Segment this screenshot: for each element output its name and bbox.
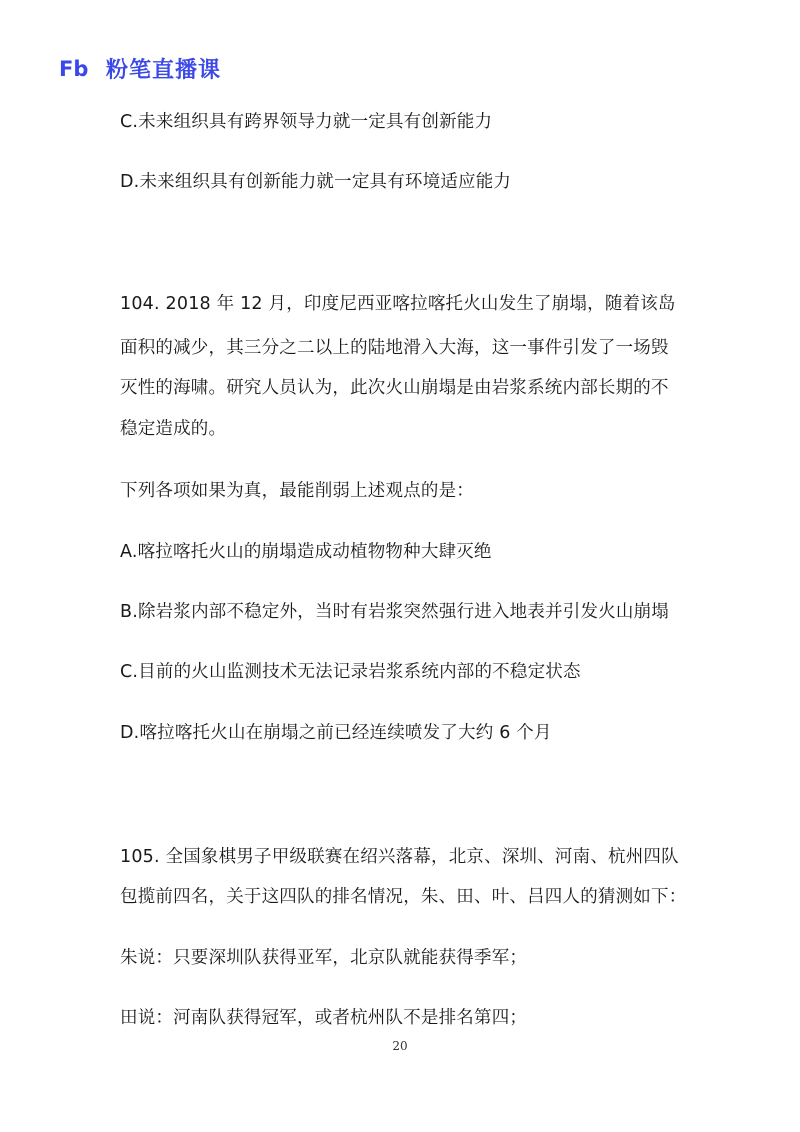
- svg-text:Fb: Fb: [59, 57, 89, 80]
- fb-logo-icon: [58, 56, 98, 80]
- brand-logo: [58, 54, 221, 82]
- page-number: 20: [392, 1039, 408, 1053]
- q104-stem-line-1: 104. 2018 年 12 月，印度尼西亚喀拉喀托火山发生了崩塌，随着该岛: [120, 294, 676, 314]
- q105-stem-line-2: 包揽前四名，关于这四队的排名情况，朱、田、叶、吕四人的猜测如下：: [120, 887, 687, 907]
- q104-option-c: C.目前的火山监测技术无法记录岩浆系统内部的不稳定状态: [120, 662, 581, 682]
- option-d-prev: D.未来组织具有创新能力就一定具有环境适应能力: [120, 172, 512, 192]
- option-c-prev: C.未来组织具有跨界领导力就一定具有创新能力: [120, 112, 493, 132]
- q104-stem-line-4: 稳定造成的。: [120, 419, 227, 439]
- q104-option-b: B.除岩浆内部不稳定外，当时有岩浆突然强行进入地表并引发火山崩塌: [120, 602, 669, 622]
- brand-name: 粉笔直播课: [106, 57, 222, 83]
- q104-option-d: D.喀拉喀托火山在崩塌之前已经连续喷发了大约 6 个月: [120, 723, 552, 743]
- q104-option-a: A.喀拉喀托火山的崩塌造成动植物物种大肆灭绝: [120, 542, 492, 562]
- q104-stem-line-2: 面积的减少，其三分之二以上的陆地滑入大海，这一事件引发了一场毁: [120, 338, 669, 358]
- q105-guess-tian: 田说：河南队获得冠军，或者杭州队不是排名第四；: [120, 1008, 528, 1028]
- q105-guess-zhu: 朱说：只要深圳队获得亚军，北京队就能获得季军；: [120, 948, 528, 968]
- q104-prompt: 下列各项如果为真，最能削弱上述观点的是：: [120, 481, 474, 501]
- q104-stem-line-3: 灭性的海啸。研究人员认为，此次火山崩塌是由岩浆系统内部长期的不: [120, 378, 669, 398]
- q105-stem-line-1: 105. 全国象棋男子甲级联赛在绍兴落幕，北京、深圳、河南、杭州四队: [120, 847, 679, 867]
